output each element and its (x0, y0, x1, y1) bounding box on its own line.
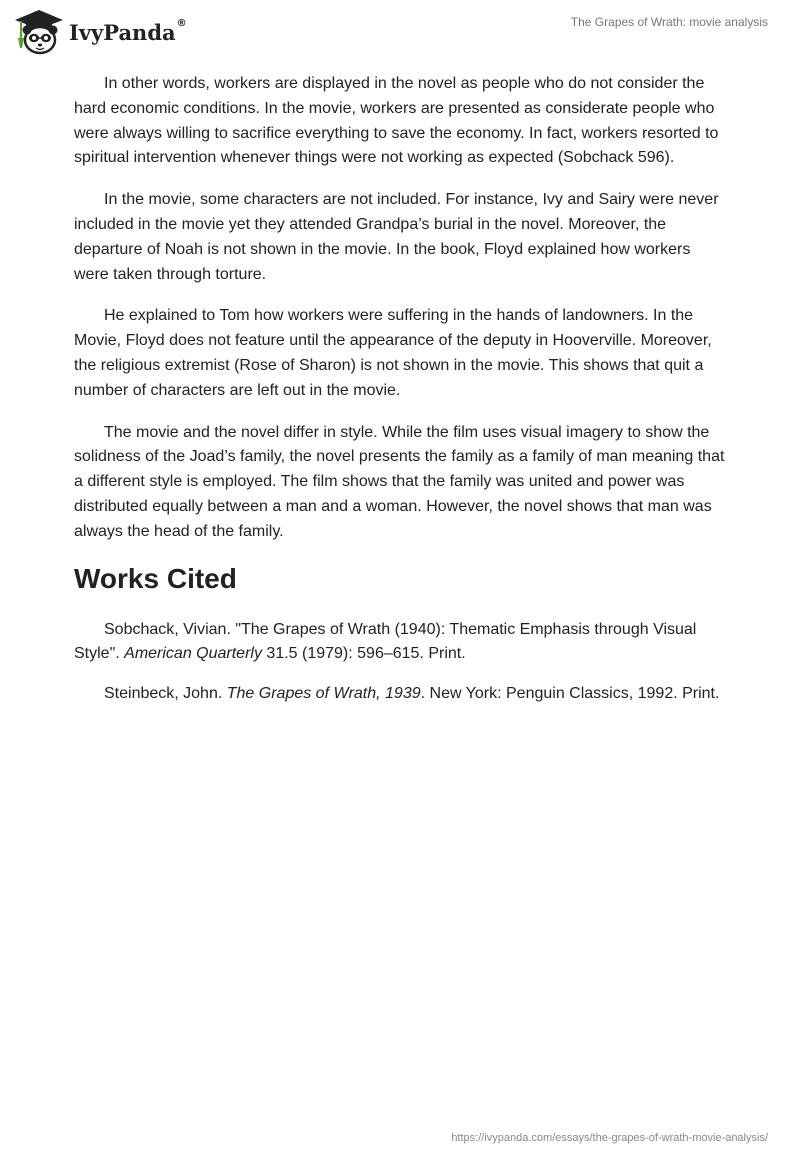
registered-mark: ® (176, 17, 187, 29)
body-paragraph: He explained to Tom how workers were suffering in the hands of landowners. In the Movie, Floyd does not feature until the appearance of the deputy in Hooverville. Moreover, the religious extremist (Rose of Sharon) is not shown in the movie. This shows that quit a number of characters are left out in the movie. (74, 307, 712, 399)
body-paragraph: In the movie, some characters are not included. For instance, Ivy and Sairy were never included in the movie yet they attended Grandpa’s burial in the novel. Moreover, the departure of Noah is not shown in the movie. In the book, Floyd explained how workers were taken through torture. (74, 191, 719, 283)
citation-text: Steinbeck, John. (104, 685, 227, 703)
brand-logo[interactable] (14, 7, 187, 57)
running-title: The Grapes of Wrath: movie analysis (570, 15, 768, 29)
body-paragraph: In other words, workers are displayed in the novel as people who do not consider the hard economic conditions. In the movie, workers are presented as considerate people who were always willing to sacrifice everything to save the economy. In fact, workers resorted to spiritual intervention whenever things were not working as expected (Sobchack 596). (74, 75, 719, 167)
citation-title: The Grapes of Wrath, 1939 (226, 685, 421, 703)
citation-text: Sobchack, Vivian. "The Grapes of Wrath (1940): Thematic Emphasis through Visual Style". (74, 620, 697, 663)
citation-title: American Quarterly (124, 645, 262, 663)
body-paragraph: The movie and the novel differ in style. While the film uses visual imagery to show the solidness of the Joad’s family, the novel presents the family as a family of man meaning that a different style is employed. The film shows that the family was united and power was distributed equally between a man and a woman. However, the novel shows that man was always the head of the family. (74, 423, 725, 540)
panda-graduation-cap-icon (14, 8, 64, 56)
citation-entry (74, 618, 726, 668)
citation-text: 31.5 (1979): 596–615. Print. (261, 645, 466, 663)
page-header (0, 0, 800, 60)
essay-body (74, 72, 726, 722)
citation-entry (74, 682, 726, 707)
source-url[interactable]: https://ivypanda.com/essays/the-grapes-of-wrath-movie-analysis/ (451, 1132, 768, 1144)
works-cited-heading: Works Cited (74, 562, 237, 594)
citation-text: . New York: Penguin Classics, 1992. Print. (420, 685, 720, 703)
brand-name (69, 17, 187, 45)
brand-name-text: IvyPanda (69, 19, 176, 45)
